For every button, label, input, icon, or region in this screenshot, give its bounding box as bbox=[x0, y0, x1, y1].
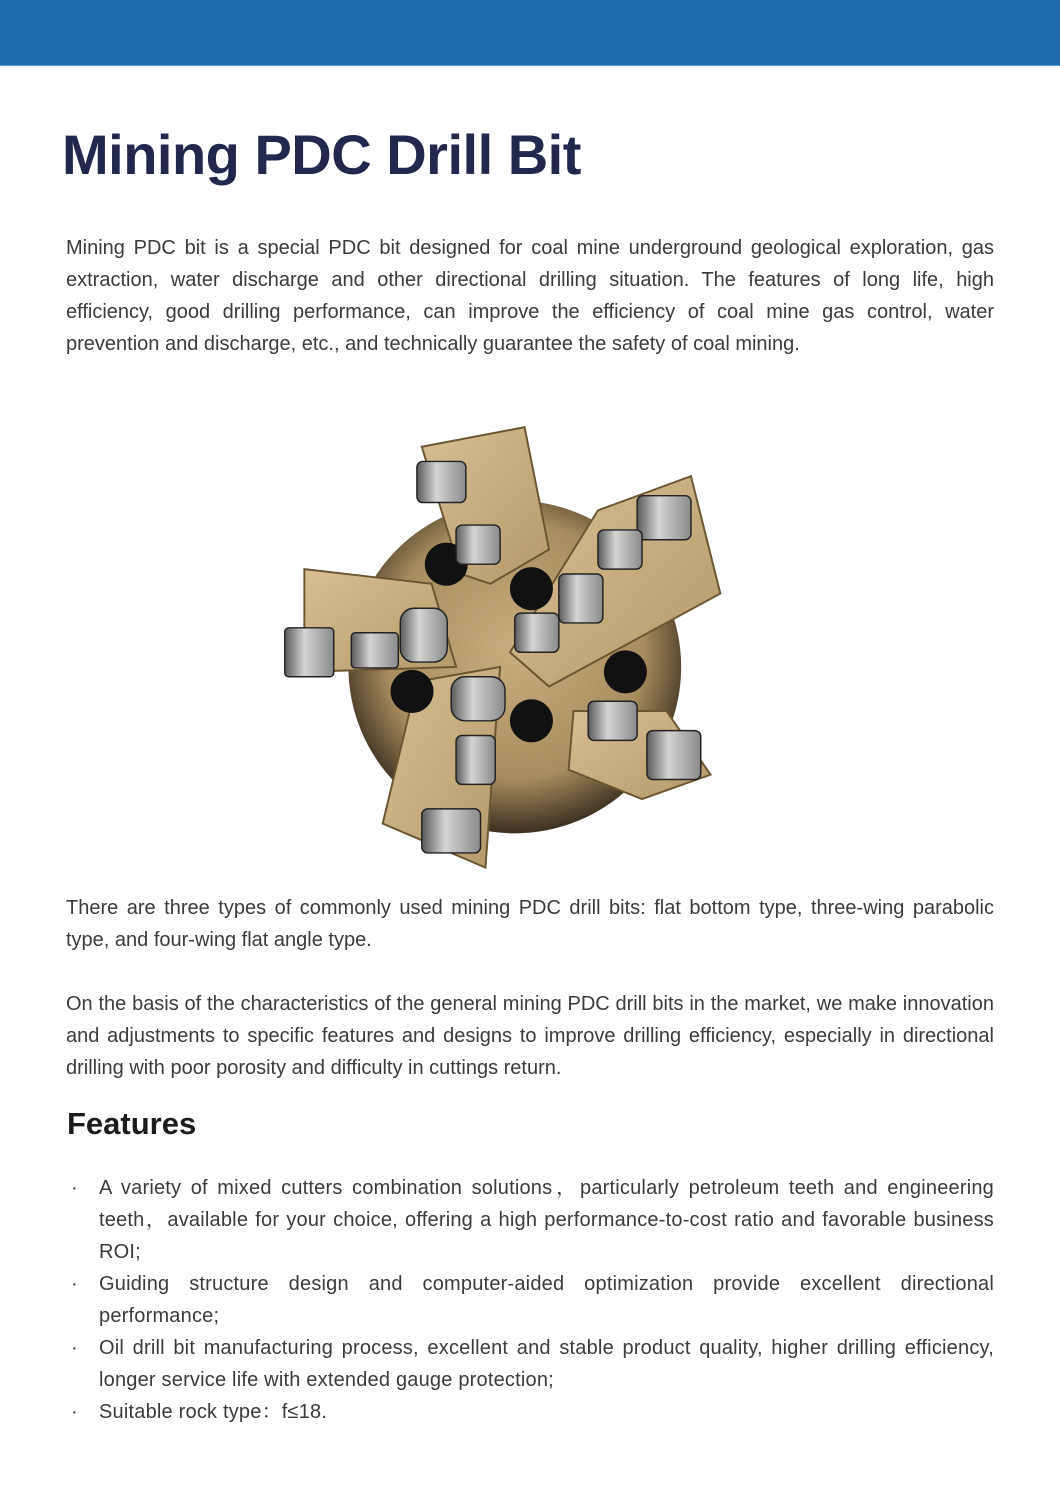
intro-paragraph: Mining PDC bit is a special PDC bit designed for coal mine underground geological exploration, gas extraction, water discharge and other directional drilling situation. The features of long life, high efficiency, good drilling performance, can improve the efficiency of coal mine gas control, water prevention and discharge, etc., and technically guarantee the safety of coal mining. bbox=[66, 237, 994, 355]
feature-item bbox=[66, 1172, 994, 1268]
bullet-icon: · bbox=[71, 1401, 78, 1423]
drill-bit-illustration bbox=[275, 415, 735, 870]
bullet-icon: · bbox=[71, 1273, 78, 1295]
page-title: Mining PDC Drill Bit bbox=[62, 123, 581, 186]
bullet-icon: · bbox=[71, 1177, 78, 1199]
feature-text: Oil drill bit manufacturing process, excellent and stable product quality, higher drilling efficiency, longer service life with extended gauge protection; bbox=[99, 1337, 994, 1391]
types-paragraph: There are three types of commonly used mining PDC drill bits: flat bottom type, three-wing parabolic type, and four-wing flat angle type. bbox=[66, 897, 994, 951]
features-heading: Features bbox=[67, 1106, 197, 1141]
header-band bbox=[0, 0, 1060, 66]
feature-text: Suitable rock type：f≤18. bbox=[99, 1401, 328, 1423]
drill-bit-image bbox=[275, 415, 735, 870]
feature-text: A variety of mixed cutters combination solutions，particularly petroleum teeth and engineering teeth，available for your choice, offering a high performance-to-cost ratio and favorable business ROI; bbox=[99, 1177, 994, 1263]
feature-item bbox=[66, 1396, 994, 1428]
feature-text: Guiding structure design and computer-aided optimization provide excellent directional performance; bbox=[99, 1273, 994, 1327]
feature-item bbox=[66, 1332, 994, 1396]
feature-item bbox=[66, 1268, 994, 1332]
innovation-paragraph: On the basis of the characteristics of the general mining PDC drill bits in the market, we make innovation and adjustments to specific features and designs to improve drilling efficiency, especially in directional drilling with poor porosity and difficulty in cuttings return. bbox=[66, 993, 994, 1079]
bullet-icon: · bbox=[71, 1337, 78, 1359]
features-list bbox=[66, 1172, 994, 1428]
